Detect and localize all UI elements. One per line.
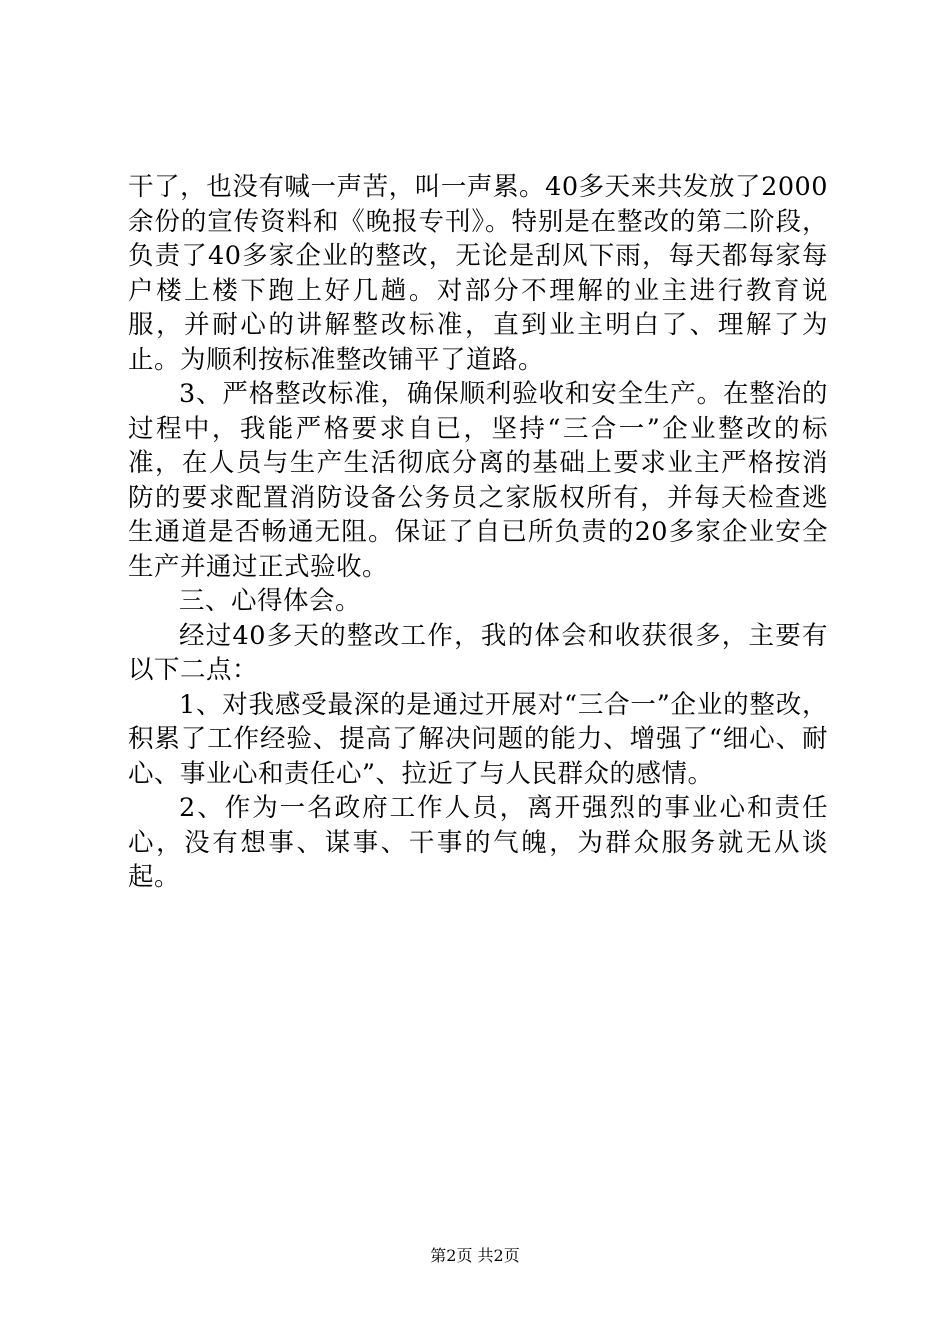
paragraph-continuation: 干了，也没有喊一声苦，叫一声累。40多天来共发放了2000余份的宣传资料和《晚报专刊》。特别是在整改的第二阶段，负责了40多家企业的整改，无论是刮风下雨，每天都每家每户楼上楼下跑上好几趟。对部分不理解的业主进行教育说服，并耐心的讲解整改标准，直到业主明白了、理解了为止。为顺利按标准整改铺平了道路。 xyxy=(128,172,828,375)
paragraph-item-3: 3、严格整改标准，确保顺利验收和安全生产。在整治的过程中，我能严格要求自已，坚持“三合一”企业整改的标准，在人员与生产生活彻底分离的基础上要求业主严格按消防的要求配置消防设备公务员之家版权所有，并每天检查逃生通道是否畅通无阻。保证了自已所负责的20多家企业安全生产并通过正式验收。 xyxy=(128,379,828,582)
section-heading: 三、心得体会。 xyxy=(179,586,362,616)
paragraph-point-1: 1、对我感受最深的是通过开展对“三合一”企业的整改，积累了工作经验、提高了解决问题的能力、增强了“细心、耐心、事业心和责任心”、拉近了与人民群众的感情。 xyxy=(128,689,828,789)
document-body xyxy=(128,170,828,895)
paragraph-intro: 经过40多天的整改工作，我的体会和收获很多，主要有以下二点： xyxy=(128,620,828,685)
paragraph-point-2: 2、作为一名政府工作人员，离开强烈的事业心和责任心，没有想事、谋事、干事的气魄，为群众服务就无从谈起。 xyxy=(128,793,828,892)
page-footer xyxy=(0,1246,950,1266)
page-number: 第2页 共2页 xyxy=(430,1246,520,1265)
